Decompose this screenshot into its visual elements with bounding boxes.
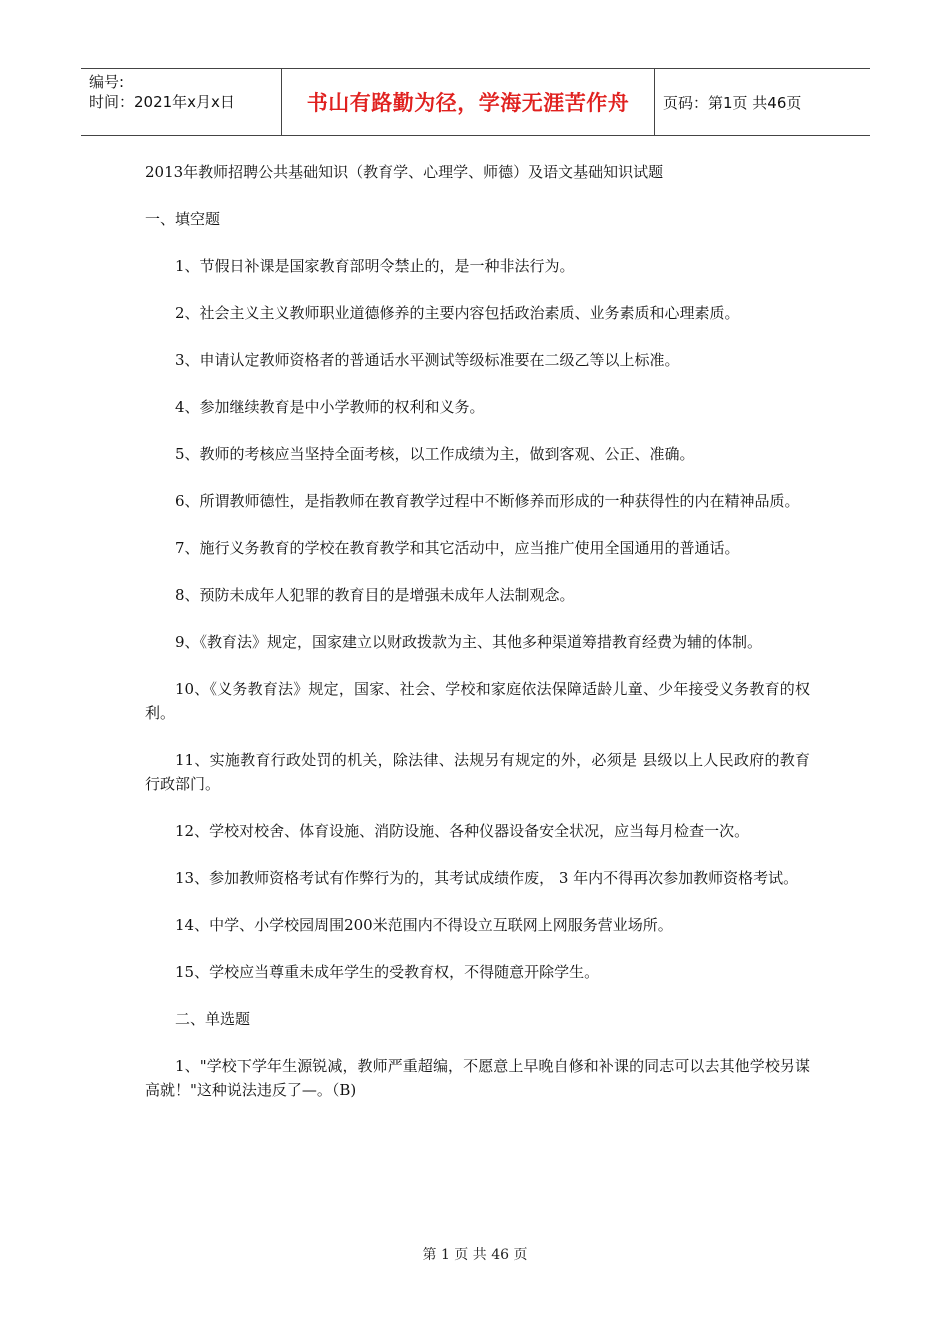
page-header (81, 68, 870, 136)
question-item: 7、施行义务教育的学校在教育教学和其它活动中，应当推广使用全国通用的普通话。 (175, 539, 740, 557)
question-list-single-choice (145, 1054, 810, 1102)
question-item: 11、实施教育行政处罚的机关，除法律、法规另有规定的外，必须是 县级以上人民政府的教育行政部门。 (145, 751, 810, 793)
question-list-fill-in (145, 254, 810, 984)
question-item: 3、申请认定教师资格者的普通话水平测试等级标准要在二级乙等以上标准。 (175, 351, 680, 369)
number-label: 编号: (89, 73, 125, 91)
section-heading-fill-in: 一、填空题 (145, 210, 221, 228)
header-meta-cell (81, 69, 282, 135)
question-item: 6、所谓教师德性，是指教师在教育教学过程中不断修养而形成的一种获得性的内在精神品质。 (175, 492, 800, 510)
question-item: 2、社会主义主义教师职业道德修养的主要内容包括政治素质、业务素质和心理素质。 (175, 304, 740, 322)
page-footer: 第 1 页 共 46 页 (422, 1247, 528, 1263)
question-item: 1、节假日补课是国家教育部明令禁止的，是一种非法行为。 (175, 257, 575, 275)
question-item: 1、"学校下学年生源锐减，教师严重超编，不愿意上早晚自修和补课的同志可以去其他学校另谋高就！"这种说法违反了—。（B) (145, 1057, 810, 1099)
section-heading-single-choice: 二、单选题 (175, 1010, 251, 1028)
question-item: 10、《义务教育法》规定，国家、社会、学校和家庭依法保障适龄儿童、少年接受义务教育的权利。 (145, 680, 810, 722)
document-body (145, 160, 810, 1125)
question-item: 15、学校应当尊重未成年学生的受教育权，不得随意开除学生。 (175, 963, 600, 981)
question-item: 13、参加教师资格考试有作弊行为的，其考试成绩作废， 3 年内不得再次参加教师资格考试。 (175, 869, 799, 887)
document-title: 2013年教师招聘公共基础知识（教育学、心理学、师德）及语文基础知识试题 (145, 163, 664, 181)
question-item: 9、《教育法》规定，国家建立以财政拨款为主、其他多种渠道筹措教育经费为辅的体制。 (175, 633, 763, 651)
question-item: 4、参加继续教育是中小学教师的权利和义务。 (175, 398, 485, 416)
header-motto: 书山有路勤为径，学海无涯苦作舟 (282, 69, 655, 135)
time-label: 时间：2021年x月x日 (89, 93, 235, 111)
question-item: 14、中学、小学校园周围200米范围内不得设立互联网上网服务营业场所。 (175, 916, 673, 934)
header-page-label: 页码：第1页 共46页 (663, 93, 802, 112)
question-item: 5、教师的考核应当坚持全面考核，以工作成绩为主，做到客观、公正、准确。 (175, 445, 695, 463)
question-item: 8、预防未成年人犯罪的教育目的是增强未成年人法制观念。 (175, 586, 575, 604)
question-item: 12、学校对校舍、体育设施、消防设施、各种仪器设备安全状况，应当每月检查一次。 (175, 822, 750, 840)
